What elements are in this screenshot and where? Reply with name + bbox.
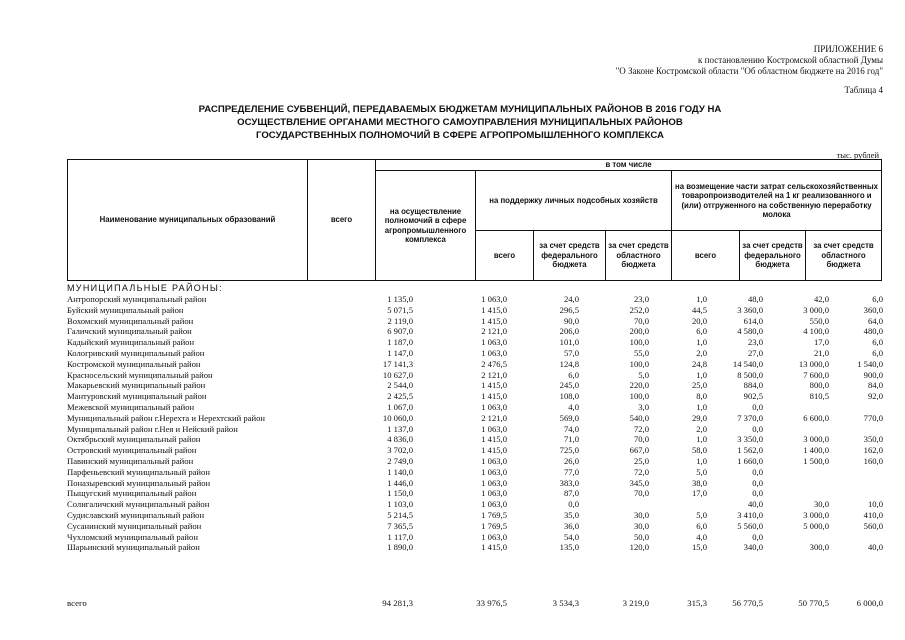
row-mk-federal: 30,0 xyxy=(813,499,829,510)
row-hh-federal: 667,0 xyxy=(629,445,649,456)
row-name: Вохомский муниципальный район xyxy=(67,315,194,326)
row-hh-federal: 55,0 xyxy=(633,347,649,358)
row-mk-total: 14 540,0 xyxy=(732,358,763,369)
totals-total: 94 281,3 xyxy=(382,598,413,608)
row-name: Поназыревский муниципальный район xyxy=(67,477,211,488)
row-hh-regional: 25,0 xyxy=(691,380,707,391)
row-hh-regional: 44,5 xyxy=(691,304,707,315)
table-row xyxy=(67,380,881,391)
row-mk-federal: 3 000,0 xyxy=(803,509,829,520)
table-row xyxy=(67,305,881,316)
row-mk-regional: 350,0 xyxy=(863,434,883,445)
row-hh-regional: 8,0 xyxy=(696,391,707,402)
table-row xyxy=(67,488,881,499)
table-row xyxy=(67,478,881,489)
row-name: Шарьинский муниципальный район xyxy=(67,542,200,553)
table-row xyxy=(67,413,881,424)
row-mk-federal: 6 600,0 xyxy=(803,412,829,423)
row-name: Пыщугский муниципальный район xyxy=(67,488,197,499)
row-name: Островский муниципальный район xyxy=(67,445,197,456)
row-hh-regional: 6,0 xyxy=(696,520,707,531)
row-powers: 2 121,0 xyxy=(481,369,507,380)
row-name: Антропорский муниципальный район xyxy=(67,294,207,304)
row-mk-federal: 810,5 xyxy=(809,391,829,402)
row-hh-regional: 24,8 xyxy=(691,358,707,369)
row-hh-total: 74,0 xyxy=(563,423,579,434)
header-mk-federal: за счет средств федерального бюджета xyxy=(740,231,806,281)
row-mk-regional: 6,0 xyxy=(872,337,883,348)
row-hh-federal: 3,0 xyxy=(638,401,649,412)
row-powers: 1 769,5 xyxy=(481,520,507,531)
row-mk-total: 0,0 xyxy=(752,466,763,477)
totals-row xyxy=(67,598,881,610)
row-powers: 2 121,0 xyxy=(481,412,507,423)
title-line-2: ОСУЩЕСТВЛЕНИЕ ОРГАНАМИ МЕСТНОГО САМОУПРАВЛЕНИЯ МУНИЦИПАЛЬНЫХ РАЙОНОВ xyxy=(237,117,683,128)
row-mk-regional: 160,0 xyxy=(863,455,883,466)
row-powers: 1 063,0 xyxy=(481,423,507,434)
table-row xyxy=(67,348,881,359)
row-total: 1 067,0 xyxy=(387,401,413,412)
table-row xyxy=(67,456,881,467)
law-ref: "О Законе Костромской области "Об областном бюджете на 2016 год" xyxy=(615,66,883,76)
row-total: 4 836,0 xyxy=(387,434,413,445)
row-hh-federal: 72,0 xyxy=(633,466,649,477)
row-total: 1 147,0 xyxy=(387,347,413,358)
row-hh-total: 245,0 xyxy=(559,380,579,391)
row-mk-regional: 6,0 xyxy=(872,347,883,358)
row-name: Кологривский муниципальный район xyxy=(67,347,205,358)
row-mk-total: 902,5 xyxy=(743,391,763,402)
document-title xyxy=(150,103,770,142)
row-hh-total: 101,0 xyxy=(559,337,579,348)
row-hh-federal: 30,0 xyxy=(633,520,649,531)
row-hh-regional: 1,0 xyxy=(696,455,707,466)
table-body xyxy=(67,282,881,553)
header-including: в том числе xyxy=(376,160,882,171)
table-number: Таблица 4 xyxy=(844,85,883,95)
row-mk-total: 3 360,0 xyxy=(737,304,763,315)
row-mk-regional: 40,0 xyxy=(867,542,883,553)
row-hh-total: 35,0 xyxy=(563,509,579,520)
row-hh-total: 0,0 xyxy=(568,499,579,510)
table-row xyxy=(67,316,881,327)
row-mk-federal: 17,0 xyxy=(813,337,829,348)
row-mk-total: 0,0 xyxy=(752,531,763,542)
row-total: 1 135,0 xyxy=(387,294,413,304)
row-hh-total: 90,0 xyxy=(563,315,579,326)
row-mk-federal: 7 600,0 xyxy=(803,369,829,380)
row-name: Мантуровский муниципальный район xyxy=(67,391,207,402)
header-hh-regional: за счет средств областного бюджета xyxy=(606,231,672,281)
row-total: 2 749,0 xyxy=(387,455,413,466)
row-hh-total: 383,0 xyxy=(559,477,579,488)
row-name: Костромской муниципальный район xyxy=(67,358,201,369)
table-row xyxy=(67,402,881,413)
row-hh-total: 24,0 xyxy=(563,294,579,304)
row-mk-regional: 84,0 xyxy=(867,380,883,391)
row-hh-total: 36,0 xyxy=(563,520,579,531)
row-mk-total: 1 660,0 xyxy=(737,455,763,466)
totals-mk-regional: 6 000,0 xyxy=(856,598,883,608)
row-total: 2 425,5 xyxy=(387,391,413,402)
row-total: 6 907,0 xyxy=(387,326,413,337)
row-mk-federal: 42,0 xyxy=(813,294,829,304)
row-hh-federal: 220,0 xyxy=(629,380,649,391)
row-powers: 1 415,0 xyxy=(481,380,507,391)
row-hh-regional: 17,0 xyxy=(691,488,707,499)
row-total: 2 544,0 xyxy=(387,380,413,391)
totals-hh-regional: 315,3 xyxy=(687,598,707,608)
row-hh-regional: 4,0 xyxy=(696,531,707,542)
row-hh-total: 77,0 xyxy=(563,466,579,477)
row-powers: 1 063,0 xyxy=(481,401,507,412)
table-row xyxy=(67,370,881,381)
row-hh-federal: 100,0 xyxy=(629,358,649,369)
table-row xyxy=(67,434,881,445)
row-powers: 1 415,0 xyxy=(481,315,507,326)
title-line-1: РАСПРЕДЕЛЕНИЕ СУБВЕНЦИЙ, ПЕРЕДАВАЕМЫХ БЮДЖЕТАМ МУНИЦИПАЛЬНЫХ РАЙОНОВ В 2016 ГОДУ НА xyxy=(198,104,722,115)
row-hh-total: 71,0 xyxy=(563,434,579,445)
row-mk-total: 0,0 xyxy=(752,488,763,499)
row-powers: 1 063,0 xyxy=(481,347,507,358)
row-hh-regional: 1,0 xyxy=(696,434,707,445)
row-hh-total: 725,0 xyxy=(559,445,579,456)
row-hh-federal: 540,0 xyxy=(629,412,649,423)
row-total: 1 137,0 xyxy=(387,423,413,434)
row-total: 1 150,0 xyxy=(387,488,413,499)
row-hh-regional: 1,0 xyxy=(696,337,707,348)
row-powers: 1 063,0 xyxy=(481,488,507,499)
row-mk-federal: 4 100,0 xyxy=(803,326,829,337)
row-mk-regional: 1 540,0 xyxy=(857,358,883,369)
row-name: Межевской муниципальный район xyxy=(67,401,195,412)
row-mk-regional: 6,0 xyxy=(872,294,883,304)
row-hh-total: 124,8 xyxy=(559,358,579,369)
row-mk-total: 40,0 xyxy=(747,499,763,510)
row-mk-federal: 800,0 xyxy=(809,380,829,391)
row-name: Парфеньевский муниципальный район xyxy=(67,466,210,477)
row-total: 1 117,0 xyxy=(387,531,413,542)
table-row xyxy=(67,359,881,370)
row-mk-federal: 21,0 xyxy=(813,347,829,358)
row-hh-total: 108,0 xyxy=(559,391,579,402)
row-mk-regional: 64,0 xyxy=(867,315,883,326)
header-mk-total: всего xyxy=(672,231,740,281)
row-mk-total: 0,0 xyxy=(752,477,763,488)
row-mk-total: 4 580,0 xyxy=(737,326,763,337)
row-hh-total: 57,0 xyxy=(563,347,579,358)
table-row xyxy=(67,294,881,305)
row-hh-total: 6,0 xyxy=(568,369,579,380)
row-hh-regional: 38,0 xyxy=(691,477,707,488)
row-mk-regional: 410,0 xyxy=(863,509,883,520)
row-mk-federal: 3 000,0 xyxy=(803,304,829,315)
document-header xyxy=(616,44,883,96)
row-name: Муниципальный район г.Нея и Нейский район xyxy=(67,423,238,434)
row-hh-regional: 5,0 xyxy=(696,509,707,520)
table-row xyxy=(67,510,881,521)
row-mk-total: 48,0 xyxy=(747,294,763,304)
row-hh-total: 135,0 xyxy=(559,542,579,553)
row-hh-federal: 30,0 xyxy=(633,509,649,520)
row-hh-federal: 5,0 xyxy=(638,369,649,380)
row-mk-regional: 162,0 xyxy=(863,445,883,456)
row-total: 2 119,0 xyxy=(387,315,413,326)
totals-mk-federal: 50 770,5 xyxy=(798,598,829,608)
row-list xyxy=(67,294,881,553)
row-name: Буйский муниципальный район xyxy=(67,304,184,315)
table-row xyxy=(67,337,881,348)
row-mk-regional: 10,0 xyxy=(867,499,883,510)
row-total: 17 141,3 xyxy=(382,358,413,369)
row-name: Кадыйский муниципальный район xyxy=(67,337,195,348)
row-total: 1 446,0 xyxy=(387,477,413,488)
row-hh-federal: 120,0 xyxy=(629,542,649,553)
row-hh-regional: 1,0 xyxy=(696,369,707,380)
row-mk-regional: 480,0 xyxy=(863,326,883,337)
row-name: Октябрьский муниципальный район xyxy=(67,434,201,445)
row-total: 10 060,0 xyxy=(382,412,413,423)
row-mk-regional: 560,0 xyxy=(863,520,883,531)
table-header xyxy=(67,159,882,281)
row-mk-total: 7 370,0 xyxy=(737,412,763,423)
header-total: всего xyxy=(308,160,376,281)
row-powers: 1 415,0 xyxy=(481,304,507,315)
row-hh-federal: 25,0 xyxy=(633,455,649,466)
row-hh-regional: 58,0 xyxy=(691,445,707,456)
row-total: 5 071,5 xyxy=(387,304,413,315)
row-hh-regional: 29,0 xyxy=(691,412,707,423)
row-mk-total: 614,0 xyxy=(743,315,763,326)
row-hh-federal: 70,0 xyxy=(633,488,649,499)
header-powers: на осуществление полномочий в сфере агропромышленного комплекса xyxy=(376,171,476,281)
row-mk-regional: 770,0 xyxy=(863,412,883,423)
row-powers: 1 063,0 xyxy=(481,477,507,488)
row-mk-total: 0,0 xyxy=(752,423,763,434)
row-mk-regional: 360,0 xyxy=(863,304,883,315)
row-name: Макарьевский муниципальный район xyxy=(67,380,206,391)
header-household: на поддержку личных подсобных хозяйств xyxy=(476,171,672,231)
table-row xyxy=(67,326,881,337)
table-row xyxy=(67,499,881,510)
row-hh-regional: 2,0 xyxy=(696,423,707,434)
row-total: 3 702,0 xyxy=(387,445,413,456)
table-row xyxy=(67,424,881,435)
table-row xyxy=(67,445,881,456)
header-name: Наименование муниципальных образований xyxy=(68,160,308,281)
row-mk-total: 0,0 xyxy=(752,401,763,412)
row-name: Муниципальный район г.Нерехта и Нерехтский район xyxy=(67,412,265,423)
row-mk-total: 3 350,0 xyxy=(737,434,763,445)
row-hh-regional: 5,0 xyxy=(696,466,707,477)
header-mk-regional: за счет средств областного бюджета xyxy=(806,231,882,281)
row-hh-regional: 2,0 xyxy=(696,347,707,358)
row-mk-total: 3 410,0 xyxy=(737,509,763,520)
totals-hh-federal: 3 219,0 xyxy=(622,598,649,608)
row-hh-federal: 72,0 xyxy=(633,423,649,434)
row-total: 7 365,5 xyxy=(387,520,413,531)
row-total: 10 627,0 xyxy=(382,369,413,380)
row-hh-regional: 15,0 xyxy=(691,542,707,553)
row-hh-regional: 1,0 xyxy=(696,401,707,412)
row-name: Галичский муниципальный район xyxy=(67,326,192,337)
row-powers: 2 476,5 xyxy=(481,358,507,369)
header-hh-federal: за счет средств федерального бюджета xyxy=(534,231,606,281)
row-mk-total: 1 562,0 xyxy=(737,445,763,456)
row-mk-federal: 550,0 xyxy=(809,315,829,326)
row-hh-federal: 200,0 xyxy=(629,326,649,337)
row-hh-regional: 20,0 xyxy=(691,315,707,326)
row-powers: 1 415,0 xyxy=(481,434,507,445)
row-hh-total: 206,0 xyxy=(559,326,579,337)
row-powers: 1 769,5 xyxy=(481,509,507,520)
row-hh-federal: 345,0 xyxy=(629,477,649,488)
row-mk-total: 8 500,0 xyxy=(737,369,763,380)
row-hh-federal: 252,0 xyxy=(629,304,649,315)
row-hh-total: 296,5 xyxy=(559,304,579,315)
row-name: Красносельский муниципальный район xyxy=(67,369,213,380)
header-hh-total: всего xyxy=(476,231,534,281)
row-powers: 1 063,0 xyxy=(481,531,507,542)
row-hh-federal: 100,0 xyxy=(629,337,649,348)
row-mk-federal: 5 000,0 xyxy=(803,520,829,531)
row-powers: 1 063,0 xyxy=(481,294,507,304)
row-powers: 1 415,0 xyxy=(481,445,507,456)
row-total: 1 140,0 xyxy=(387,466,413,477)
row-hh-regional: 6,0 xyxy=(696,326,707,337)
table-row xyxy=(67,391,881,402)
annex-number: ПРИЛОЖЕНИЕ 6 xyxy=(813,44,883,54)
row-name: Солигаличский муниципальный район xyxy=(67,499,210,510)
totals-mk-total: 56 770,5 xyxy=(732,598,763,608)
row-powers: 1 063,0 xyxy=(481,466,507,477)
row-mk-total: 340,0 xyxy=(743,542,763,553)
table-row xyxy=(67,532,881,543)
row-mk-federal: 13 000,0 xyxy=(798,358,829,369)
row-powers: 2 121,0 xyxy=(481,326,507,337)
row-hh-federal: 23,0 xyxy=(633,294,649,304)
row-name: Судиславский муниципальный район xyxy=(67,509,205,520)
row-total: 1 103,0 xyxy=(387,499,413,510)
units-label: тыс. рублей xyxy=(836,150,879,160)
row-mk-federal: 1 500,0 xyxy=(803,455,829,466)
row-powers: 1 063,0 xyxy=(481,337,507,348)
header-compensation: на возмещение части затрат сельскохозяйственных товаропроизводителей на 1 кг реализованного и (или) отгруженного на собственную переработку молока xyxy=(672,171,882,231)
title-line-3: ГОСУДАРСТВЕННЫХ ПОЛНОМОЧИЙ В СФЕРЕ АГРОПРОМЫШЛЕННОГО КОМПЛЕКСА xyxy=(256,130,664,141)
table-row xyxy=(67,542,881,553)
decree-ref: к постановлению Костромской областной Думы xyxy=(698,55,883,65)
row-mk-total: 27,0 xyxy=(747,347,763,358)
row-hh-total: 87,0 xyxy=(563,488,579,499)
row-total: 1 890,0 xyxy=(387,542,413,553)
totals-powers: 33 976,5 xyxy=(476,598,507,608)
row-hh-total: 26,0 xyxy=(563,455,579,466)
row-name: Сусанинский муниципальный район xyxy=(67,520,202,531)
table-row xyxy=(67,467,881,478)
row-hh-federal: 70,0 xyxy=(633,434,649,445)
row-hh-regional: 1,0 xyxy=(696,294,707,304)
row-hh-total: 54,0 xyxy=(563,531,579,542)
row-mk-total: 23,0 xyxy=(747,337,763,348)
row-hh-federal: 70,0 xyxy=(633,315,649,326)
row-total: 1 187,0 xyxy=(387,337,413,348)
row-hh-federal: 100,0 xyxy=(629,391,649,402)
row-name: Павинский муниципальный район xyxy=(67,455,194,466)
section-label: МУНИЦИПАЛЬНЫЕ РАЙОНЫ: xyxy=(67,283,223,293)
row-powers: 1 063,0 xyxy=(481,499,507,510)
table-row xyxy=(67,521,881,532)
row-name: Чухломский муниципальный район xyxy=(67,531,198,542)
row-mk-federal: 3 000,0 xyxy=(803,434,829,445)
row-hh-federal: 50,0 xyxy=(633,531,649,542)
row-powers: 1 415,0 xyxy=(481,391,507,402)
row-powers: 1 415,0 xyxy=(481,542,507,553)
row-mk-federal: 300,0 xyxy=(809,542,829,553)
row-hh-total: 569,0 xyxy=(559,412,579,423)
row-total: 5 214,5 xyxy=(387,509,413,520)
row-mk-regional: 92,0 xyxy=(867,391,883,402)
totals-hh-total: 3 534,3 xyxy=(552,598,579,608)
row-mk-federal: 1 400,0 xyxy=(803,445,829,456)
row-powers: 1 063,0 xyxy=(481,455,507,466)
totals-label: всего xyxy=(67,598,87,608)
row-mk-total: 884,0 xyxy=(743,380,763,391)
row-mk-total: 5 560,0 xyxy=(737,520,763,531)
row-mk-regional: 900,0 xyxy=(863,369,883,380)
row-hh-total: 4,0 xyxy=(568,401,579,412)
